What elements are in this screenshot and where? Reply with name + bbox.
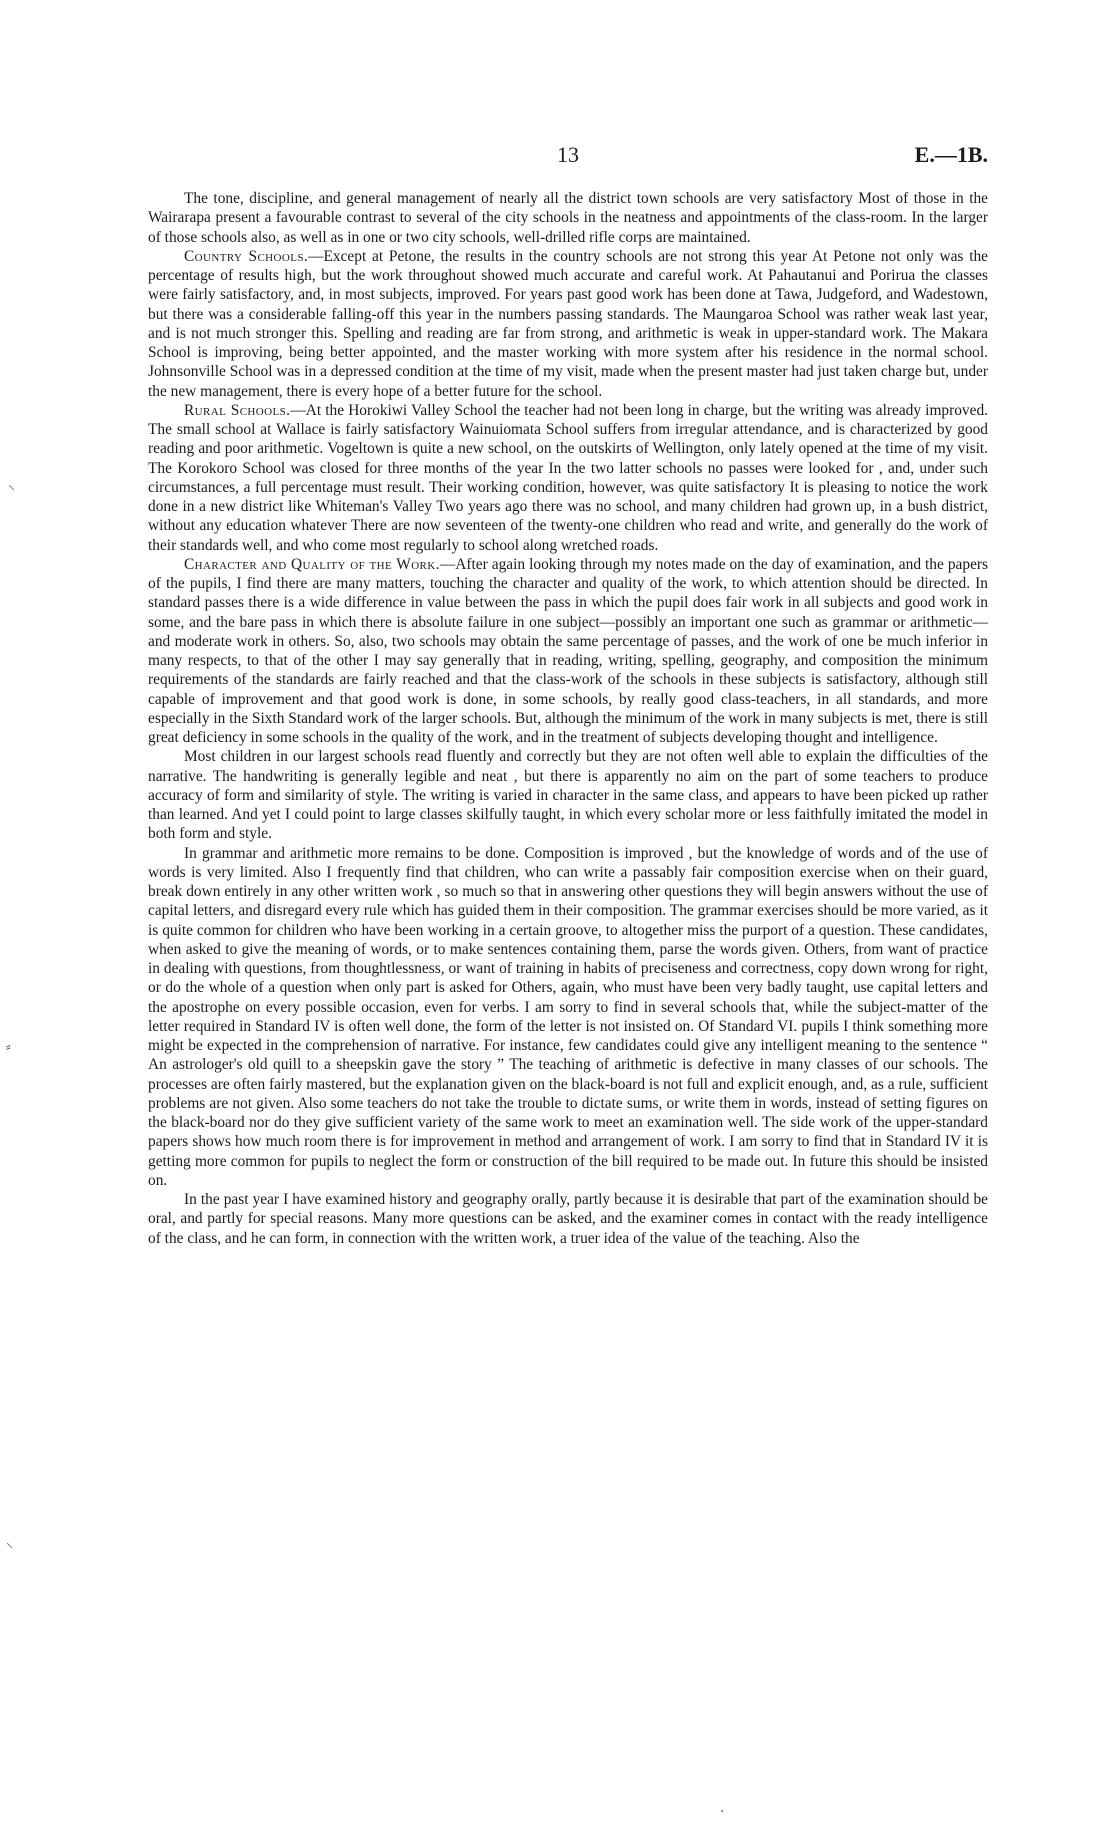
paragraph-text: The tone, discipline, and general management of nearly all the district town schools are very satisfactory Most of those in the Wairarapa present a favourable contrast to several of the city schools in the neatness and appointments of the class-room. In the larger of those schools also, as well as in one or two city schools, well-drilled rifle corps are maintained. bbox=[148, 190, 988, 246]
paragraph-text: In grammar and arithmetic more remains to be done. Composition is improved , but the knowledge of words and of the use of words is very limited. Also I frequently find that children, who can write a passably fair composition exercise when on their guard, break down entirely in any other written work , so much so that in answering other questions they will begin answers without the use of capital letters, and disregard every rule which has guided them in their composition. The grammar exercises should be more varied, as it is quite common for children who have been working in a certain groove, to altogether miss the purport of a question. These candidates, when asked to give the meaning of words, or to make sentences containing them, parse the words given. Others, from want of practice in dealing with questions, from thoughtlessness, or want of training in habits of preciseness and correctness, copy down wrong for right, or do the whole of a question when only part is asked for Others, again, who must have been very badly taught, use capital letters and the apostrophe on every possible occasion, even for verbs. I am sorry to find in several schools that, while the subject-matter of the letter required in Standard IV is often well done, the form of the letter is not insisted on. Of Standard VI. pupils I think something more might be expected in the comprehension of narrative. For instance, few candidates could give any intelligent meaning to the sentence “ An astrologer's old quill to a sheepskin gave the story ” The teaching of arithmetic is defective in many classes of our schools. The processes are often fairly mastered, but the explanation given on the black-board is not full and explicit enough, and, as a rule, sufficient problems are not given. Also some teachers do not take the trouble to dictate sums, or write them in words, instead of setting figures on the black-board nor do they give sufficient variety of the same work to meet an examination well. The side work of the upper-standard papers shows how much room there is for improvement in method and arrangement of work. I am sorry to find that in Standard IV it is getting more common for pupils to neglect the form or construction of the bill required to be made out. In future this should be insisted on. bbox=[148, 844, 988, 1189]
paragraph-country-schools bbox=[148, 247, 988, 401]
paragraph-text: —After again looking through my notes made on the day of examination, and the papers of the pupils, I find there are many matters, touching the character and quality of the work, to which attention should be directed. In standard passes there is a wide difference in value between the pass in which the pupil does fair work in all subjects and good work in some, and the bare pass in which there is absolute failure in one subject—possibly an important one such as grammar or arithmetic—and moderate work in others. So, also, two schools may obtain the same percentage of passes, and the work of one be much inferior in many respects, to that of the other I may say generally that in reading, writing, spelling, geography, and composition the minimum requirements of the standards are fairly reached and that the class-work of the schools in these subjects is satisfactory, although still capable of improvement and that good work is done, in some schools, by really good class-teachers, in all standards, and more especially in the Sixth Standard work of the larger schools. But, although the minimum of the work in many subjects is met, there is still great deficiency in some schools in the quality of the work, and in the treatment of subjects developing thought and intelligence. bbox=[148, 555, 989, 746]
body-text bbox=[148, 189, 988, 1248]
paragraph-grammar-arithmetic bbox=[148, 844, 988, 1191]
paragraph-character-quality bbox=[148, 555, 988, 748]
paragraph-text: —Except at Petone, the results in the country schools are not strong this year At Petone not only was the percentage of results high, but the work throughout showed much accurate and careful work. At Pahautanui and Porirua the classes were fairly satisfactory, and, in most subjects, improved. For years past good work has been done at Tawa, Judgeford, and Wadestown, but there was a considerable falling-off this year in the numbers passing standards. The Maungaroa School was rather weak last year, and is not much stronger this. Spelling and reading are far from strong, and arithmetic is weak in upper-standard work. The Makara School is improving, being better appointed, and the master working with more system after his residence in the normal school. Johnsonville School was in a depressed condition at the time of my visit, made when the present master had just taken charge but, under the new management, there is every hope of a better future for the school. bbox=[148, 247, 989, 400]
document-reference: E.—1B. bbox=[914, 142, 988, 167]
paragraph-rural-schools bbox=[148, 401, 988, 555]
section-heading: Country Schools. bbox=[184, 247, 309, 265]
page-header bbox=[148, 142, 988, 176]
section-heading: Character and Quality of the Work. bbox=[184, 555, 440, 573]
paragraph-text: In the past year I have examined history and geography orally, partly because it is desirable that part of the examination should be oral, and partly for special reasons. Many more questions can be asked, and the examiner comes in contact with the ready intelligence of the class, and he can form, in connection with the written work, a truer idea of the value of the teaching. Also the bbox=[148, 1191, 988, 1247]
paragraph-reading-writing bbox=[148, 747, 988, 843]
scan-mark: ⸌ bbox=[8, 483, 15, 499]
paragraph-history-geography bbox=[148, 1190, 988, 1248]
scan-mark: ⸗ bbox=[6, 1039, 11, 1055]
paragraph-intro bbox=[148, 189, 988, 247]
paragraph-text: Most children in our largest schools read fluently and correctly but they are not often well able to explain the difficulties of the narrative. The handwriting is generally legible and neat , but there is apparently no aim on the part of some teachers to produce accuracy of form and similarity of style. The writing is varied in character in the same class, and appears to have been picked up rather than learned. And yet I could point to large classes skilfully taught, in which every scholar more or less faithfully imitated the model in both form and style. bbox=[148, 748, 988, 843]
page-number: 13 bbox=[557, 142, 579, 167]
paragraph-text: —At the Horokiwi Valley School the teacher had not been long in charge, but the writing was already improved. The small school at Wallace is fairly satisfactory Wainuiomata School suffers from irregular attendance, and is characterized by good reading and poor arithmetic. Vogeltown is quite a new school, on the outskirts of Wellington, only lately opened at the time of my visit. The Korokoro School was closed for three months of the year In the two latter schools no passes were looked for , and, under such circumstances, a full percentage must result. Their working condition, however, was quite satisfactory It is pleasing to notice the work done in a new district like Whiteman's Valley Two years ago there was no school, and many children had grown up, in a bush district, without any education whatever There are now seventeen of the twenty-one children who read and write, and generally do the work of their standards well, and who come most regularly to school along wretched roads. bbox=[148, 401, 989, 554]
section-heading: Rural Schools. bbox=[184, 401, 291, 419]
scan-mark: · bbox=[720, 1804, 725, 1820]
scan-mark: ⸜ bbox=[6, 1535, 13, 1551]
